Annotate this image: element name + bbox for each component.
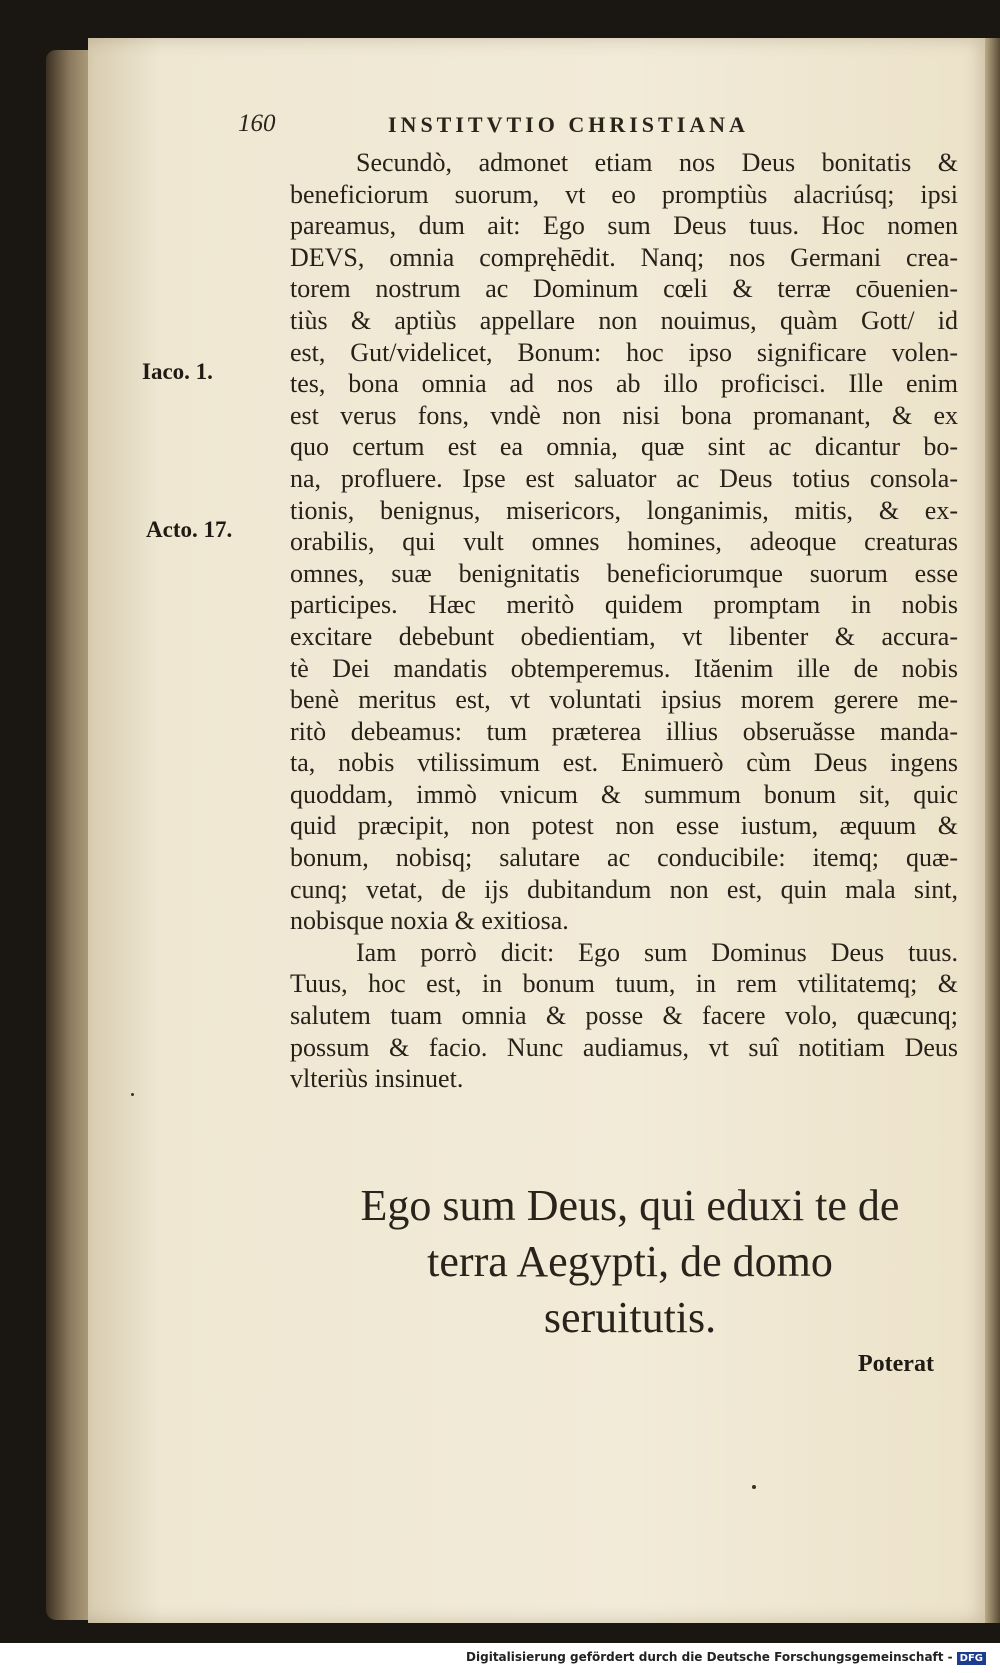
page-right-edge	[985, 38, 1000, 1623]
text-line: tes, bona omnia ad nos ab illo proficisci. Ille enim	[290, 369, 958, 399]
text-line: quoddam, immò vnicum & summum bonum sit, quic	[290, 779, 958, 809]
dfg-logo-icon: DFG	[957, 1652, 986, 1665]
text-line: tiùs & aptiùs appellare non nouimus, quàm Gott/ id	[290, 305, 958, 335]
text-line: torem nostrum ac Dominum cœli & terræ cōuenien-	[290, 274, 958, 304]
catchword: Poterat	[858, 1351, 934, 1377]
heading-line: terra Aegypti, de domo	[427, 1237, 833, 1286]
text-line: benè meritus est, vt voluntati ipsius morem gerere me-	[290, 685, 958, 715]
text-line: tionis, benignus, misericors, longanimis, mitis, & ex-	[290, 495, 958, 525]
heading-line: seruitutis.	[543, 1293, 717, 1342]
text-line: participes. Hæc meritò quidem promptam in nobis	[290, 590, 958, 620]
body-text	[290, 147, 958, 1095]
text-line: na, profluere. Ipse est saluator ac Deus totius consola-	[290, 463, 958, 493]
text-line: pareamus, dum ait: Ego sum Deus tuus. Hoc nomen	[290, 211, 958, 241]
footer-credit	[466, 1650, 986, 1665]
text-line: ta, nobis vtilissimum est. Enimuerò cùm Deus ingens	[290, 748, 958, 778]
ink-speck	[131, 1093, 134, 1096]
text-line: Iam porrò dicit: Ego sum Dominus Deus tuus.	[356, 937, 958, 967]
section-heading	[290, 1178, 970, 1346]
text-line: est, Gut/videlicet, Bonum: hoc ipso significare volen-	[290, 337, 958, 367]
heading-line: Ego sum Deus, qui eduxi te de	[360, 1181, 900, 1230]
ink-speck	[752, 1485, 756, 1489]
margin-note-iaco: Iaco. 1.	[142, 359, 213, 384]
text-line: Tuus, hoc est, in bonum tuum, in rem vtilitatemq; &	[290, 969, 958, 999]
text-line: excitare debebunt obedientiam, vt libenter & accura-	[290, 621, 958, 651]
text-line: DEVS, omnia compręhēdit. Nanq; nos Germani crea-	[290, 242, 958, 272]
text-line: salutem tuam omnia & posse & facere volo, quæcunq;	[290, 1001, 958, 1031]
paragraph-2	[290, 937, 958, 1095]
text-line: est verus fons, vndè non nisi bona promanant, & ex	[290, 400, 958, 430]
text-line: Secundò, admonet etiam nos Deus bonitatis &	[356, 148, 958, 177]
page-header	[0, 110, 1000, 150]
text-line: nobisque noxia & exitiosa.	[290, 906, 569, 936]
running-head: INSTITVTIO CHRISTIANA	[388, 112, 749, 137]
text-line: orabilis, qui vult omnes homines, adeoque creaturas	[290, 527, 958, 557]
text-line: vlteriùs insinuet.	[290, 1064, 464, 1094]
footer-credit-text: Digitalisierung gefördert durch die Deutsche Forschungsgemeinschaft -	[466, 1650, 953, 1664]
text-line: beneficiorum suorum, vt eo promptiùs alacriúsq; ipsi	[290, 179, 958, 209]
text-line: omnes, suæ benignitatis beneficiorumque suorum esse	[290, 558, 958, 588]
text-line: bonum, nobisq; salutare ac conducibile: itemq; quæ-	[290, 843, 958, 873]
text-line: ritò debeamus: tum præterea illius obseruăsse manda-	[290, 716, 958, 746]
paragraph-1	[290, 147, 958, 937]
text-line: quid præcipit, non potest non esse iustum, æquum &	[290, 811, 958, 841]
text-line: quo certum est ea omnia, quæ sint ac dicantur bo-	[290, 432, 958, 462]
margin-note-acto: Acto. 17.	[146, 517, 233, 542]
text-line: possum & facio. Nunc audiamus, vt suî notitiam Deus	[290, 1032, 958, 1062]
footer-bar	[0, 1643, 1000, 1673]
text-line: tè Dei mandatis obtemperemus. Ităenim ille de nobis	[290, 653, 958, 683]
text-line: cunq; vetat, de ijs dubitandum non est, quin mala sint,	[290, 874, 958, 904]
page-number: 160	[238, 110, 276, 137]
